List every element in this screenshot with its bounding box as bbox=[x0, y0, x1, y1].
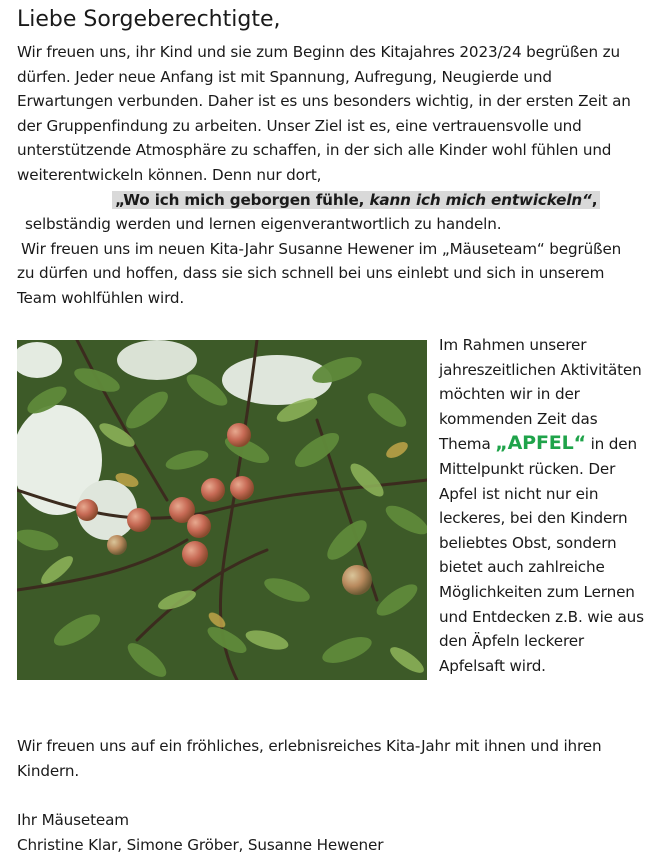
intro-paragraph bbox=[17, 40, 657, 311]
apple-theme-paragraph bbox=[439, 333, 661, 678]
welcome-line: zu dürfen und hoffen, dass sie sich schnell bei uns einlebt und sich in unserem bbox=[17, 264, 605, 283]
side-line: Apfelsaft wird. bbox=[439, 656, 546, 675]
apple-tree-photo bbox=[17, 340, 427, 680]
motto-italic-text: kann ich mich entwickeln“ bbox=[369, 190, 592, 209]
side-line: jahreszeitlichen Aktivitäten bbox=[439, 360, 642, 379]
side-line: und Entdecken z.B. wie aus bbox=[439, 607, 644, 626]
intro-line: unterstützende Atmosphäre zu schaffen, in der sich alle Kinder wohl fühlen und bbox=[17, 141, 612, 160]
side-line: Mittelpunkt rücken. Der bbox=[439, 459, 616, 478]
side-line: Möglichkeiten zum Lernen bbox=[439, 582, 635, 601]
side-line: möchten wir in der bbox=[439, 385, 580, 404]
motto-text: „Wo ich mich geborgen fühle, bbox=[115, 190, 370, 209]
signature-names: Christine Klar, Simone Gröber, Susanne Hewener bbox=[17, 835, 384, 854]
motto-comma: , bbox=[591, 190, 598, 209]
side-line: beliebtes Obst, sondern bbox=[439, 533, 617, 552]
intro-line: dürfen. Jeder neue Anfang ist mit Spannung, Aufregung, Neugierde und bbox=[17, 67, 552, 86]
closing-line: Wir freuen uns auf ein fröhliches, erlebnisreiches Kita-Jahr mit ihnen und ihren bbox=[17, 737, 602, 755]
side-line: leckeres, bei den Kindern bbox=[439, 509, 628, 528]
theme-line bbox=[439, 431, 661, 457]
signature-team: Ihr Mäuseteam bbox=[17, 811, 129, 829]
side-line: bietet auch zahlreiche bbox=[439, 558, 605, 577]
side-line: den Äpfeln leckerer bbox=[439, 632, 584, 651]
after-motto-line: selbständig werden und lernen eigenverantwortlich zu handeln. bbox=[25, 215, 502, 234]
signature-block bbox=[17, 808, 383, 857]
intro-line: weiterentwickeln können. Denn nur dort, bbox=[17, 165, 322, 184]
theme-word: „APFEL“ bbox=[495, 432, 586, 455]
side-line: Apfel ist nicht nur ein bbox=[439, 484, 599, 503]
side-line: kommenden Zeit das bbox=[439, 409, 598, 428]
motto-line bbox=[17, 188, 657, 213]
motto-highlight bbox=[112, 191, 600, 209]
intro-line: Wir freuen uns, ihr Kind und sie zum Beginn des Kitajahres 2023/24 begrüßen zu bbox=[17, 43, 620, 61]
intro-line: Erwartungen verbunden. Daher ist es uns besonders wichtig, in der ersten Zeit an bbox=[17, 92, 631, 111]
welcome-line: Wir freuen uns im neuen Kita-Jahr Susanne Hewener im „Mäuseteam“ begrüßen bbox=[21, 239, 622, 258]
side-line: Im Rahmen unserer bbox=[439, 336, 587, 354]
theme-suffix: in den bbox=[585, 435, 637, 454]
welcome-line: Team wohlfühlen wird. bbox=[17, 288, 185, 307]
intro-line: der Gruppenfindung zu arbeiten. Unser Ziel ist es, eine vertrauensvolle und bbox=[17, 116, 582, 135]
theme-prefix: Thema bbox=[439, 435, 496, 454]
closing-paragraph bbox=[17, 734, 657, 783]
apple-tree-illustration bbox=[17, 340, 427, 680]
greeting-heading: Liebe Sorgeberechtigte, bbox=[17, 7, 281, 32]
closing-line: Kindern. bbox=[17, 761, 80, 780]
